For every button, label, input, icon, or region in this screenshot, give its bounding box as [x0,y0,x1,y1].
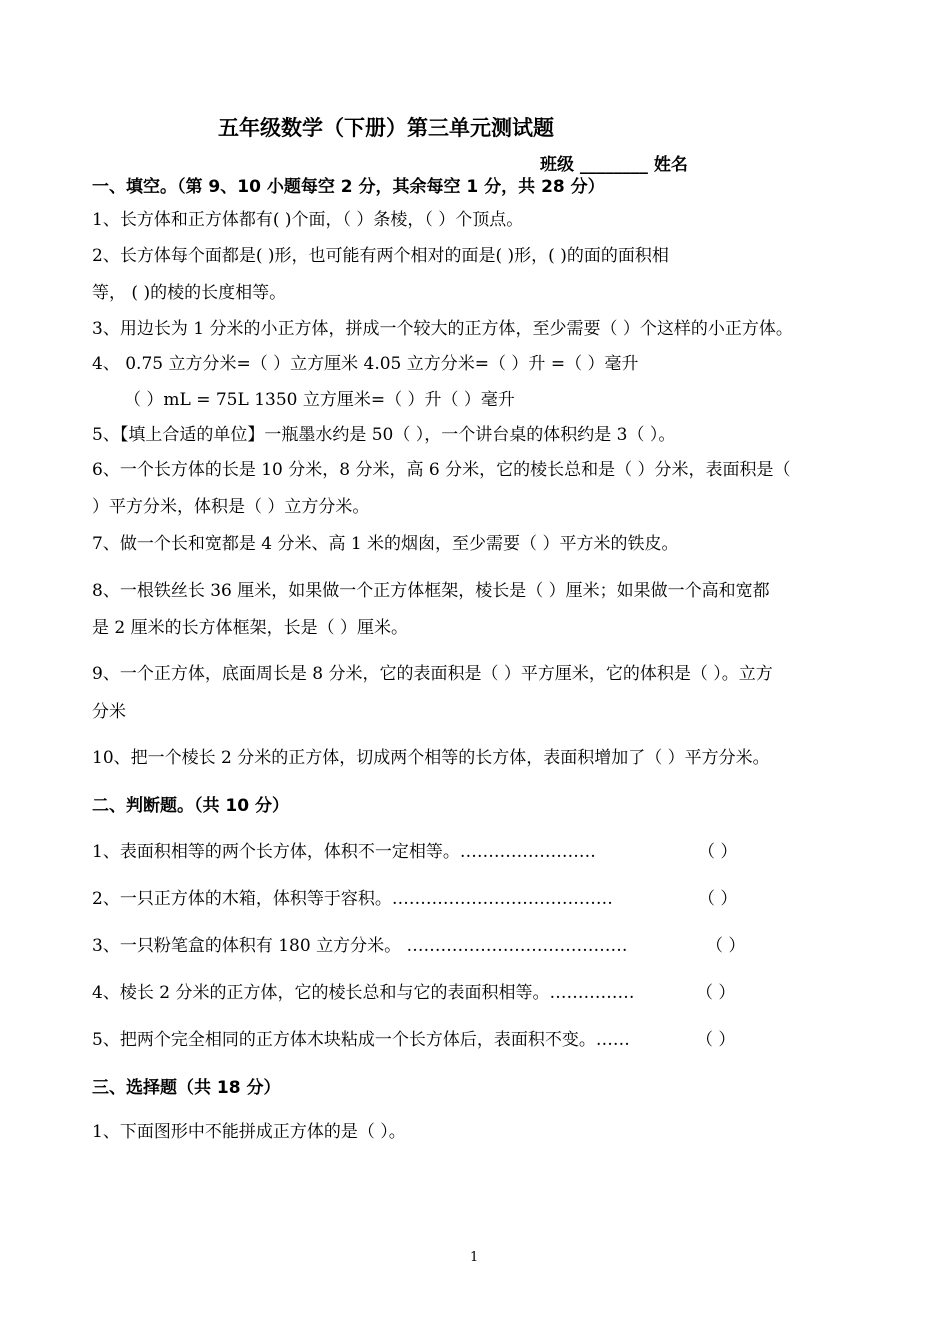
section3-heading: 三、选择题（共 18 分） [92,1078,281,1098]
question-line: 6、一个长方体的长是 10 分米，8 分米，高 6 分米，它的棱长总和是（ ）分米，表面积是（ [92,460,791,480]
answer-paren: （ ） [696,983,736,1003]
page-title: 五年级数学（下册）第三单元测试题 [218,116,554,140]
answer-paren: （ ） [706,936,746,956]
judgment-item: 2、一只正方体的木箱，体积等于容积。………………………………… [92,889,613,909]
question-line: 8、一根铁丝长 36 厘米，如果做一个正方体框架，棱长是（ ）厘米；如果做一个高和宽都 [92,581,770,601]
question-line: 1、长方体和正方体都有( )个面，（ ）条棱，（ ）个顶点。 [92,210,524,230]
judgment-item: 3、一只粉笔盒的体积有 180 立方分米。 ………………………………… [92,936,628,956]
section2-heading: 二、判断题。（共 10 分） [92,796,289,816]
question-line: 1、下面图形中不能拼成正方体的是（ ）。 [92,1122,406,1142]
question-line: 4、 0.75 立方分米=（ ）立方厘米 4.05 立方分米=（ ）升 =（ ）毫升 [92,354,639,374]
answer-paren: （ ） [696,1030,736,1050]
question-line: 等， ( )的棱的长度相等。 [92,283,287,303]
judgment-item: 5、把两个完全相同的正方体木块粘成一个长方体后，表面积不变。…… [92,1030,630,1050]
page-number: 1 [470,1250,479,1265]
answer-paren: （ ） [698,889,738,909]
question-line: 是 2 厘米的长方体框架，长是（ ）厘米。 [92,618,409,638]
class-name-field: 班级 ________ 姓名 [540,155,688,175]
question-line: 7、做一个长和宽都是 4 分米、高 1 米的烟囱，至少需要（ ）平方米的铁皮。 [92,534,679,554]
answer-paren: （ ） [698,842,738,862]
section1-heading: 一、填空。（第 9、10 小题每空 2 分，其余每空 1 分，共 28 分） [92,177,605,197]
question-line: 10、把一个棱长 2 分米的正方体，切成两个相等的长方体，表面积增加了（ ）平方分米。 [92,748,770,768]
question-line: 9、一个正方体，底面周长是 8 分米，它的表面积是（ ）平方厘米，它的体积是（ ）。立方 [92,664,773,684]
question-line: 5、【填上合适的单位】一瓶墨水约是 50（ ），一个讲台桌的体积约是 3（ ）。 [92,425,676,445]
question-line: 3、用边长为 1 分米的小正方体，拼成一个较大的正方体，至少需要（ ）个这样的小正方体。 [92,319,793,339]
question-line: （ ）mL = 75L 1350 立方厘米=（ ）升（ ）毫升 [124,390,515,410]
question-line: 2、长方体每个面都是( )形，也可能有两个相对的面是( )形，( )的面的面积相 [92,246,669,266]
judgment-item: 1、表面积相等的两个长方体，体积不一定相等。…………………… [92,842,596,862]
question-line: 分米 [92,702,126,722]
judgment-item: 4、棱长 2 分米的正方体，它的棱长总和与它的表面积相等。…………… [92,983,635,1003]
question-line: ）平方分米，体积是（ ）立方分米。 [92,497,370,517]
